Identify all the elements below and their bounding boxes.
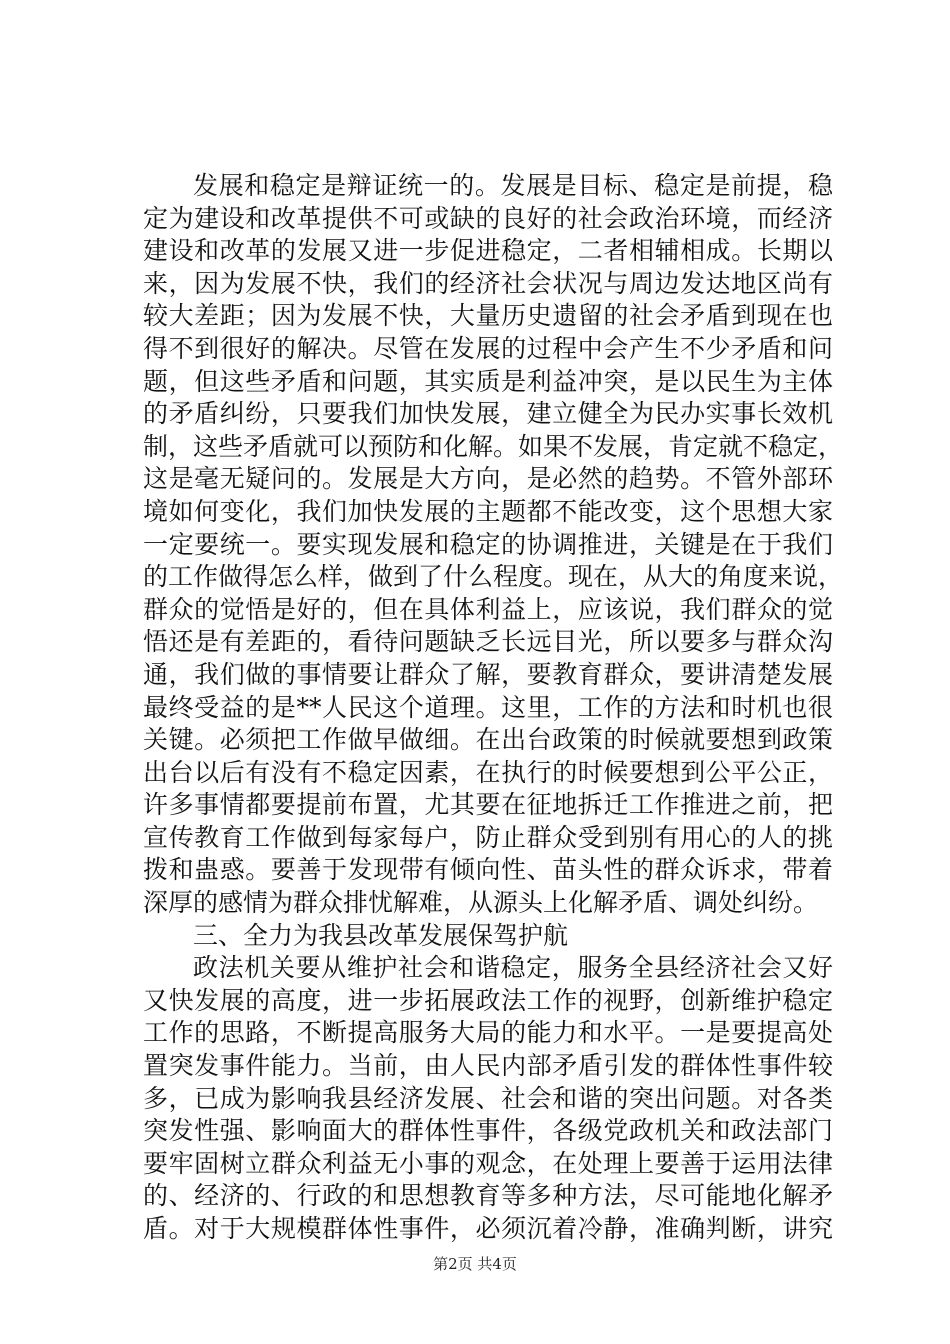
- text-line: 较大差距；因为发展不快，大量历史遗留的社会矛盾到现在也: [143, 301, 833, 331]
- text-line: 制，这些矛盾就可以预防和化解。如果不发展，肯定就不稳定，: [143, 431, 844, 461]
- page-footer: [0, 1254, 950, 1274]
- text-line: 悟还是有差距的，看待问题缺乏长远目光，所以要多与群众沟: [143, 627, 833, 657]
- text-line: 来，因为发展不快，我们的经济社会状况与周边发达地区尚有: [143, 268, 833, 298]
- text-line: 拨和蛊惑。要善于发现带有倾向性、苗头性的群众诉求，带着: [143, 855, 833, 885]
- text-line: 最终受益的是**人民这个道理。这里，工作的方法和时机也很: [143, 692, 833, 722]
- text-line: 的工作做得怎么样，做到了什么程度。现在，从大的角度来说，: [143, 562, 844, 592]
- text-line: 发展和稳定是辩证统一的。发展是目标、稳定是前提，稳: [193, 171, 833, 200]
- page-number-label: 第2页 共4页: [433, 1255, 517, 1273]
- text-line: 的、经济的、行政的和思想教育等多种方法，尽可能地化解矛: [143, 1181, 833, 1211]
- text-line: 一定要统一。要实现发展和稳定的协调推进，关键是在于我们: [143, 529, 833, 559]
- text-line: 通，我们做的事情要让群众了解，要教育群众，要讲清楚发展: [143, 659, 833, 689]
- text-line: 这是毫无疑问的。发展是大方向，是必然的趋势。不管外部环: [143, 464, 833, 494]
- text-line: 境如何变化，我们加快发展的主题都不能改变，这个思想大家: [143, 496, 833, 526]
- text-line: 宣传教育工作做到每家每户，防止群众受到别有用心的人的挑: [143, 822, 833, 852]
- text-line: 政法机关要从维护社会和谐稳定，服务全县经济社会又好: [193, 953, 833, 983]
- text-line: 关键。必须把工作做早做细。在出台政策的时候就要想到政策: [143, 725, 833, 755]
- text-line: 题，但这些矛盾和问题，其实质是利益冲突，是以民生为主体: [143, 366, 833, 396]
- text-line: 多，已成为影响我县经济发展、社会和谐的突出问题。对各类: [143, 1083, 833, 1113]
- text-line: 的矛盾纠纷，只要我们加快发展，建立健全为民办实事长效机: [143, 399, 833, 429]
- text-line: 得不到很好的解决。尽管在发展的过程中会产生不少矛盾和问: [143, 333, 833, 363]
- text-line: 置突发事件能力。当前，由人民内部矛盾引发的群体性事件较: [143, 1051, 833, 1081]
- text-line: 建设和改革的发展又进一步促进稳定，二者相辅相成。长期以: [143, 236, 833, 266]
- text-line: 突发性强、影响面大的群体性事件，各级党政机关和政法部门: [143, 1116, 833, 1146]
- text-line: 盾。对于大规模群体性事件，必须沉着冷静，准确判断，讲究: [143, 1214, 833, 1243]
- text-line: 深厚的感情为群众排忧解难，从源头上化解矛盾、调处纠纷。: [143, 888, 819, 918]
- section-heading: 三、全力为我县改革发展保驾护航: [193, 920, 569, 950]
- text-line: 定为建设和改革提供不可或缺的良好的社会政治环境，而经济: [143, 203, 833, 233]
- text-line: 又快发展的高度，进一步拓展政法工作的视野，创新维护稳定: [143, 985, 833, 1015]
- text-line: 许多事情都要提前布置，尤其要在征地拆迁工作推进之前，把: [143, 790, 833, 820]
- text-line: 出台以后有没有不稳定因素，在执行的时候要想到公平公正，: [143, 757, 833, 787]
- text-line: 群众的觉悟是好的，但在具体利益上，应该说，我们群众的觉: [143, 594, 833, 624]
- text-line: 工作的思路，不断提高服务大局的能力和水平。一是要提高处: [143, 1018, 833, 1048]
- text-line: 要牢固树立群众利益无小事的观念，在处理上要善于运用法律: [143, 1148, 833, 1178]
- document-body: [143, 170, 844, 1246]
